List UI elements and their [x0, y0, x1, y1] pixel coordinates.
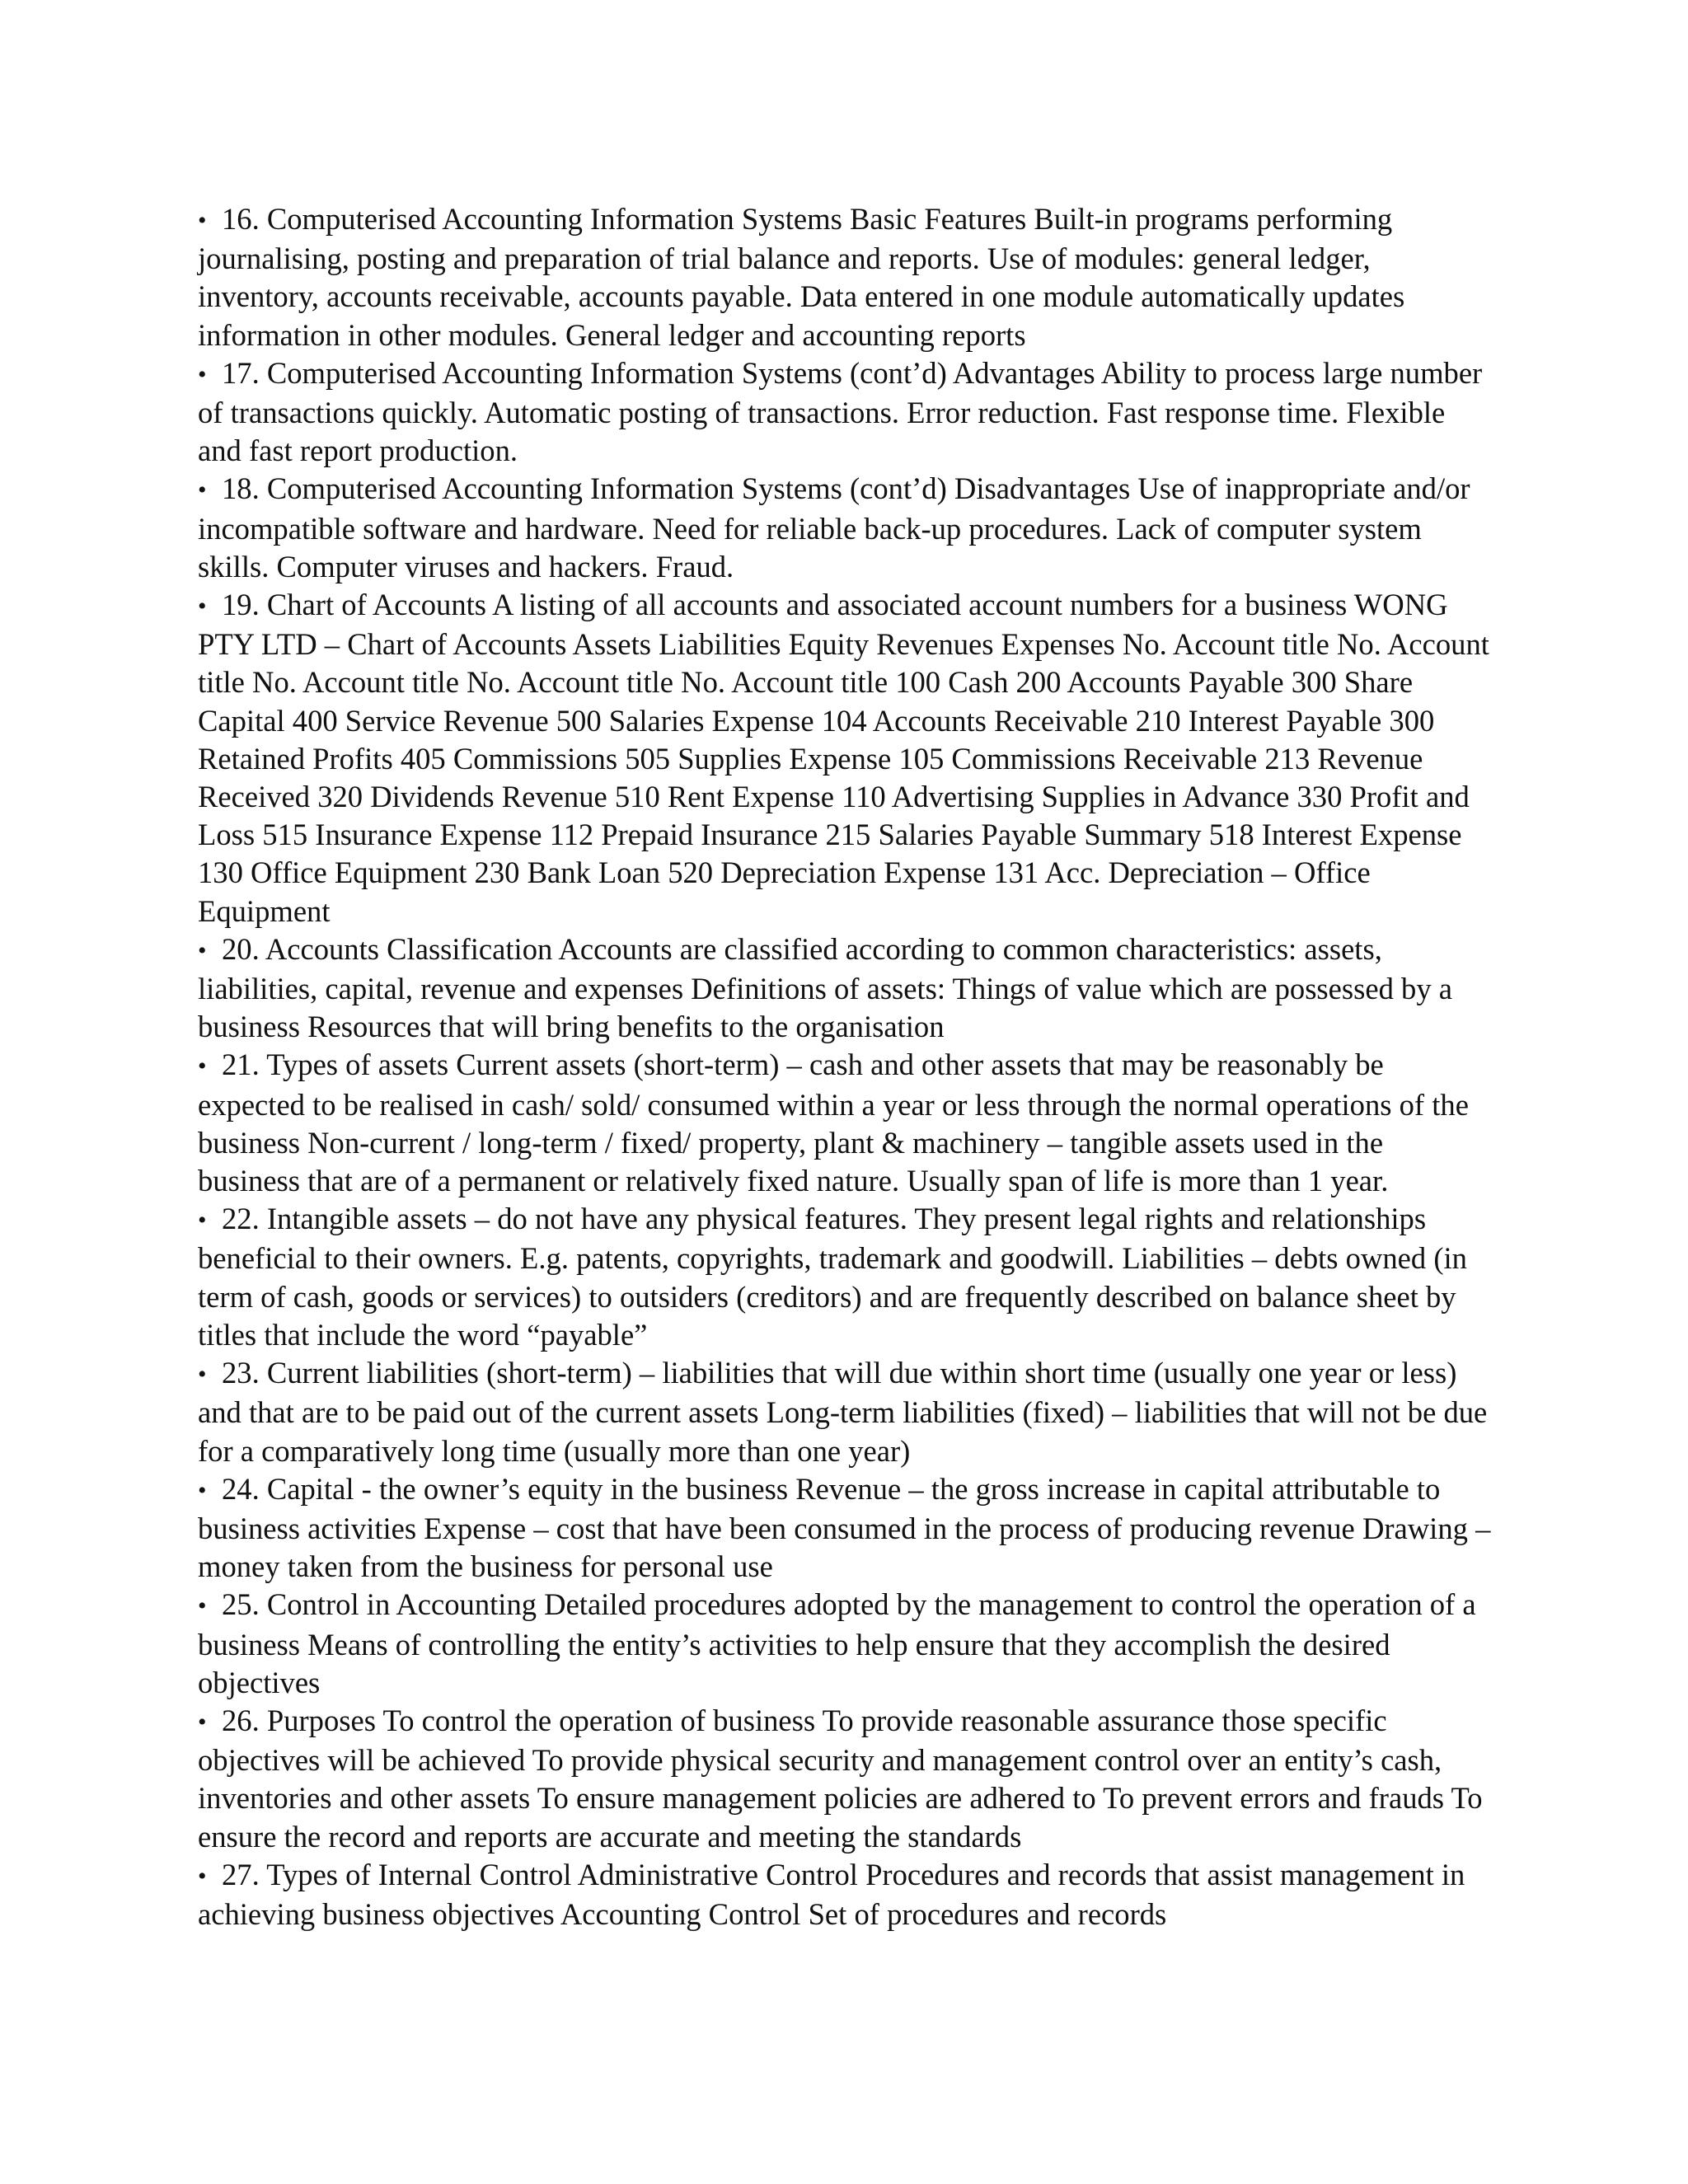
- list-item-text: 19. Chart of Accounts A listing of all accounts and associated account numbers for a business WONG PTY LTD – Chart of Accounts Assets Liabilities Equity Revenues Expenses No. Account title No. Account title No. Account title No. Account title No. Account title 100 Cash 200 Accounts Payable 300 Share Capital 400 Service Revenue 500 Salaries Expense 104 Accounts Receivable 210 Interest Payable 300 Retained Profits 405 Commissions 505 Supplies Expense 105 Commissions Receivable 213 Revenue Received 320 Dividends Revenue 510 Rent Expense 110 Advertising Supplies in Advance 330 Profit and Loss 515 Insurance Expense 112 Prepaid Insurance 215 Salaries Payable Summary 518 Interest Expense 130 Office Equipment 230 Bank Loan 520 Depreciation Expense 131 Acc. Depreciation – Office Equipment: [198, 588, 1489, 928]
- bullet-icon: •: [198, 593, 207, 621]
- list-item: [198, 200, 1492, 354]
- list-item: [198, 1702, 1492, 1856]
- bullet-icon: •: [198, 1361, 207, 1389]
- bullet-icon: •: [198, 360, 207, 388]
- list-item: [198, 586, 1492, 930]
- list-item: [198, 470, 1492, 586]
- list-item: [198, 1586, 1492, 1702]
- list-item: [198, 1200, 1492, 1354]
- list-item-text: 24. Capital - the owner’s equity in the business Revenue – the gross increase in capital attributable to business activities Expense – cost that have been consumed in the process of producing revenue Drawing – money taken from the business for personal use: [198, 1471, 1491, 1584]
- bullet-icon: •: [198, 936, 207, 964]
- list-item-text: 26. Purposes To control the operation of business To provide reasonable assurance those specific objectives will be achieved To provide physical security and management control over an entity’s cash, inventories and other assets To ensure management policies are adhered to To prevent errors and frauds To ensure the record and reports are accurate and meeting the standards: [198, 1703, 1483, 1854]
- list-item: [198, 1046, 1492, 1200]
- list-item-text: 16. Computerised Accounting Information Systems Basic Features Built-in programs performing journalising, posting and preparation of trial balance and reports. Use of modules: general ledger, inventory, accounts receivable, accounts payable. Data entered in one module automatically updates information in other modules. General ledger and accounting reports: [198, 202, 1405, 352]
- bullet-icon: •: [198, 1052, 207, 1080]
- bullet-icon: •: [198, 207, 207, 234]
- bullet-icon: •: [198, 1476, 207, 1504]
- list-item: [198, 930, 1492, 1047]
- document-body: [198, 200, 1492, 1933]
- list-item-text: 23. Current liabilities (short-term) – liabilities that will due within short time (usually one year or less) and that are to be paid out of the current assets Long-term liabilities (fixed) – liabilities that will not be due for a comparatively long time (usually more than one year): [198, 1356, 1488, 1468]
- list-item-text: 21. Types of assets Current assets (short-term) – cash and other assets that may be reasonably be expected to be realised in cash/ sold/ consumed within a year or less through the normal operations of the business Non-current / long-term / fixed/ property, plant & machinery – tangible assets used in the business that are of a permanent or relatively fixed nature. Usually span of life is more than 1 year.: [198, 1047, 1469, 1198]
- list-item: [198, 1856, 1492, 1933]
- list-item: [198, 1354, 1492, 1470]
- bullet-icon: •: [198, 1592, 207, 1620]
- bullet-icon: •: [198, 1862, 207, 1890]
- list-item-text: 27. Types of Internal Control Administrative Control Procedures and records that assist management in achieving business objectives Accounting Control Set of procedures and records: [198, 1857, 1465, 1931]
- list-item: [198, 1470, 1492, 1586]
- bullet-icon: •: [198, 1207, 207, 1235]
- bullet-icon: •: [198, 476, 207, 504]
- list-item-text: 17. Computerised Accounting Information Systems (cont’d) Advantages Ability to process large number of transactions quickly. Automatic posting of transactions. Error reduction. Fast response time. Flexible and fast report production.: [198, 355, 1483, 468]
- bullet-icon: •: [198, 1708, 207, 1736]
- list-item-text: 18. Computerised Accounting Information Systems (cont’d) Disadvantages Use of inappropriate and/or incompatible software and hardware. Need for reliable back-up procedures. Lack of computer system skills. Computer viruses and hackers. Fraud.: [198, 471, 1470, 583]
- list-item-text: 22. Intangible assets – do not have any physical features. They present legal rights and relationships beneficial to their owners. E.g. patents, copyrights, trademark and goodwill. Liabilities – debts owned (in term of cash, goods or services) to outsiders (creditors) and are frequently described on balance sheet by titles that include the word “payable”: [198, 1202, 1467, 1352]
- list-item: [198, 354, 1492, 471]
- list-item-text: 25. Control in Accounting Detailed procedures adopted by the management to control the operation of a business Means of controlling the entity’s activities to help ensure that they accomplish the desired objectives: [198, 1587, 1476, 1699]
- list-item-text: 20. Accounts Classification Accounts are classified according to common characteristics: assets, liabilities, capital, revenue and expenses Definitions of assets: Things of value which are possessed by a business Resources that will bring benefits to the organisation: [198, 931, 1452, 1044]
